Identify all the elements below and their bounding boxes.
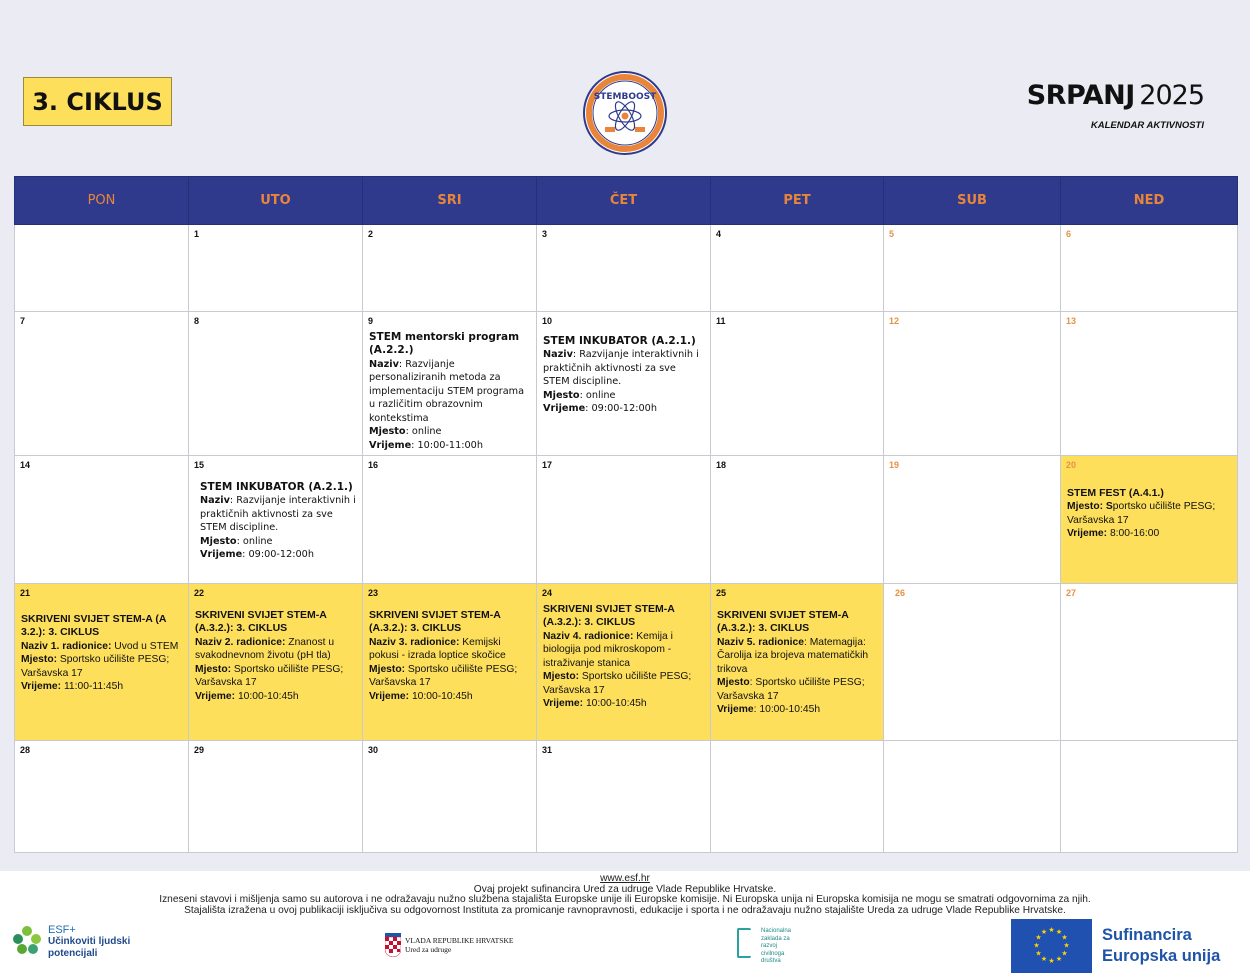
eu-text: Europska unija bbox=[1102, 947, 1221, 965]
day-number: 26 bbox=[895, 588, 906, 598]
event-label: Vrijeme: bbox=[543, 698, 584, 709]
calendar-subtitle: KALENDAR AKTIVNOSTI bbox=[1090, 120, 1204, 131]
day-number: 6 bbox=[1066, 229, 1072, 239]
event-location: Sportsko učilište PESG; Varšavska 17 bbox=[195, 663, 344, 688]
svg-text:★: ★ bbox=[1033, 941, 1040, 950]
calendar-cell-empty bbox=[884, 741, 1061, 853]
bracket-icon bbox=[737, 928, 751, 958]
event-description: Znanost u svakodnevnom životu (pH tla) bbox=[195, 636, 335, 661]
calendar-cell[interactable] bbox=[1061, 312, 1238, 456]
calendar-cell[interactable] bbox=[711, 312, 884, 456]
calendar-cell[interactable] bbox=[711, 225, 884, 312]
event-label: Vrijeme bbox=[200, 549, 243, 560]
svg-text:★: ★ bbox=[1055, 955, 1063, 963]
event-label: Mjesto bbox=[369, 426, 406, 437]
nzrcd-text: Nacionalna bbox=[761, 928, 792, 934]
event-time: 10:00-10:45h bbox=[235, 690, 299, 702]
svg-text:★: ★ bbox=[1061, 933, 1068, 942]
event-description: : Razvijanje interaktivnih i praktičnih aktivnosti za sve STEM discipline. bbox=[543, 349, 699, 387]
weekday-header: UTO bbox=[189, 177, 363, 225]
calendar-cell[interactable] bbox=[884, 312, 1061, 456]
event-location: : Sportsko učilište PESG; Varšavska 17 bbox=[717, 677, 865, 702]
calendar-cell[interactable] bbox=[363, 312, 537, 456]
calendar-cell[interactable] bbox=[15, 741, 189, 853]
nzrcd-text: društva bbox=[761, 958, 781, 964]
event-location: Sportsko učilište PESG; Varšavska 17 bbox=[21, 654, 170, 679]
month-name: SRPANJ bbox=[1026, 80, 1135, 111]
svg-text:★: ★ bbox=[1035, 933, 1042, 942]
vlada-text: VLADA REPUBLIKE HRVATSKE bbox=[405, 936, 514, 945]
event-location: portsko učilište PESG; Varšavska 17 bbox=[1067, 501, 1216, 526]
day-number: 10 bbox=[542, 316, 553, 326]
event-description: : Razvijanje personaliziranih metoda za implementaciju STEM programa u različitim obrazovnim kontekstima bbox=[369, 358, 525, 424]
calendar-cell[interactable] bbox=[189, 312, 363, 456]
event-card[interactable] bbox=[1066, 487, 1232, 541]
day-number: 13 bbox=[1066, 316, 1077, 326]
day-number: 3 bbox=[542, 229, 548, 239]
calendar-cell-highlighted[interactable] bbox=[711, 584, 884, 741]
calendar-cell-empty bbox=[1061, 741, 1238, 853]
event-time: : 10:00-10:45h bbox=[753, 704, 821, 715]
event-card[interactable] bbox=[542, 603, 705, 711]
day-number: 21 bbox=[20, 588, 31, 598]
croatian-shield-icon bbox=[385, 933, 401, 957]
event-description: : Matemagija: Čarolija iza brojeva matematičkih trikova bbox=[717, 636, 869, 675]
calendar-cell[interactable] bbox=[884, 584, 1061, 741]
vlada-logo bbox=[385, 933, 513, 957]
calendar-grid bbox=[14, 176, 1238, 853]
weekday-header: NED bbox=[1061, 177, 1238, 225]
calendar-cell-empty bbox=[711, 741, 884, 853]
calendar-cell[interactable] bbox=[15, 312, 189, 456]
event-title: STEM FEST (A.4.1.) bbox=[1067, 486, 1164, 499]
day-number: 19 bbox=[889, 460, 900, 470]
event-description: Kemijski pokusi - izrada loptice skočice bbox=[369, 636, 506, 661]
day-number: 2 bbox=[368, 229, 374, 239]
event-time: : 09:00-12:00h bbox=[242, 549, 314, 560]
cycle-badge: 3. CIKLUS bbox=[23, 77, 172, 126]
day-number: 15 bbox=[194, 460, 205, 470]
calendar-cell-highlighted[interactable] bbox=[363, 584, 537, 741]
event-title: SKRIVENI SVIJET STEM-A (A.3.2.): 3. CIKLUS bbox=[369, 608, 501, 634]
day-number: 8 bbox=[194, 316, 200, 326]
day-number: 11 bbox=[716, 316, 726, 326]
weekday-header: ČET bbox=[537, 177, 711, 225]
stemboost-logo bbox=[583, 71, 667, 155]
nzrcd-text: zaklada za bbox=[761, 935, 790, 942]
event-title: STEM INKUBATOR (A.2.1.) bbox=[200, 480, 353, 493]
event-title: SKRIVENI SVIJET STEM-A (A 3.2.): 3. CIKLUS bbox=[21, 612, 167, 638]
event-title: SKRIVENI SVIJET STEM-A (A.3.2.): 3. CIKLUS bbox=[195, 608, 327, 634]
esf-flower-icon bbox=[12, 924, 42, 960]
event-time: 10:00-10:45h bbox=[583, 698, 647, 709]
day-number: 28 bbox=[20, 745, 31, 755]
eu-logo bbox=[1011, 919, 1220, 973]
calendar-cell[interactable] bbox=[884, 225, 1061, 312]
event-label: Naziv 4. radionice: bbox=[543, 630, 634, 642]
event-location: : online bbox=[579, 389, 616, 401]
calendar-cell[interactable] bbox=[884, 456, 1061, 584]
calendar-cell-highlighted[interactable] bbox=[1061, 456, 1238, 584]
event-label: Vrijeme: bbox=[1067, 528, 1108, 539]
day-number: 31 bbox=[542, 745, 553, 755]
eu-text: Sufinancira bbox=[1102, 926, 1192, 944]
calendar-cell[interactable] bbox=[15, 456, 189, 584]
calendar-cell[interactable] bbox=[363, 225, 537, 312]
day-number: 12 bbox=[889, 316, 900, 326]
day-number: 1 bbox=[194, 229, 200, 239]
calendar-cell-highlighted[interactable] bbox=[189, 584, 363, 741]
event-label: Vrijeme: bbox=[195, 690, 236, 702]
svg-text:★: ★ bbox=[1048, 957, 1055, 965]
event-card[interactable] bbox=[194, 609, 357, 704]
event-label: Naziv bbox=[543, 349, 573, 360]
event-card[interactable] bbox=[194, 481, 357, 562]
event-label: Naziv bbox=[369, 358, 399, 370]
event-card[interactable] bbox=[368, 331, 531, 453]
day-number: 18 bbox=[716, 460, 727, 470]
day-number: 29 bbox=[194, 745, 205, 755]
weekday-header: PON bbox=[15, 177, 189, 225]
day-number: 22 bbox=[194, 588, 205, 598]
logo-text: STEMBOOST bbox=[593, 92, 657, 102]
calendar-cell[interactable] bbox=[537, 456, 711, 584]
footer bbox=[0, 871, 1250, 976]
calendar-cell-empty bbox=[15, 225, 189, 312]
event-location: Sportsko učilište PESG; Varšavska 17 bbox=[543, 671, 692, 696]
day-number: 17 bbox=[542, 460, 553, 470]
calendar-cell[interactable] bbox=[189, 225, 363, 312]
event-title: STEM INKUBATOR (A.2.1.) bbox=[543, 334, 696, 347]
calendar-cell[interactable] bbox=[189, 456, 363, 584]
day-number: 27 bbox=[1066, 588, 1077, 598]
event-label: Naziv 1. radionice: bbox=[21, 640, 112, 652]
event-time: : 10:00-11:00h bbox=[411, 439, 483, 451]
event-card[interactable] bbox=[716, 609, 878, 717]
svg-text:★: ★ bbox=[1055, 928, 1063, 936]
day-number: 4 bbox=[716, 229, 722, 239]
event-label: Naziv 5. radionice bbox=[717, 636, 804, 648]
event-label: Vrijeme bbox=[717, 704, 754, 715]
event-card[interactable] bbox=[368, 609, 531, 704]
event-card[interactable] bbox=[542, 335, 705, 416]
event-location: : online bbox=[405, 426, 442, 437]
svg-text:★: ★ bbox=[1035, 949, 1042, 958]
event-time: : 09:00-12:00h bbox=[585, 403, 657, 414]
calendar-cell[interactable] bbox=[537, 225, 711, 312]
day-number: 9 bbox=[368, 316, 374, 326]
svg-text:★: ★ bbox=[1040, 928, 1048, 936]
esf-link[interactable]: www.esf.hr bbox=[600, 873, 650, 884]
calendar-cell[interactable] bbox=[711, 456, 884, 584]
calendar-cell[interactable] bbox=[189, 741, 363, 853]
esf-logo bbox=[12, 924, 130, 960]
event-label: Naziv 2. radionice: bbox=[195, 636, 286, 648]
calendar-cell-highlighted[interactable] bbox=[537, 584, 711, 741]
nzrcd-logo bbox=[737, 928, 791, 966]
esf-text: potencijali bbox=[48, 947, 98, 959]
footer-disclaimer bbox=[0, 871, 1250, 916]
esf-heading: ESF+ bbox=[48, 923, 76, 936]
day-number: 30 bbox=[368, 745, 379, 755]
event-label: Mjesto: bbox=[369, 663, 406, 675]
event-label: Vrijeme bbox=[369, 439, 412, 451]
day-number: 25 bbox=[716, 588, 727, 598]
calendar-cell[interactable] bbox=[363, 741, 537, 853]
month-year: 2025 bbox=[1139, 80, 1204, 111]
event-time: 8:00-16:00 bbox=[1107, 528, 1160, 539]
day-number: 5 bbox=[889, 229, 895, 239]
event-title: STEM mentorski program (A.2.2.) bbox=[369, 330, 520, 356]
event-label: Mjesto: bbox=[21, 654, 58, 665]
event-description: : Razvijanje interaktivnih i praktičnih aktivnosti za sve STEM discipline. bbox=[200, 495, 356, 533]
event-label: Vrijeme: bbox=[369, 690, 410, 702]
svg-text:★: ★ bbox=[1061, 949, 1068, 958]
nzrcd-text: razvoj bbox=[761, 943, 778, 949]
event-label: Vrijeme bbox=[543, 403, 586, 414]
footer-line: Stajališta izražena u ovoj publikaciji isključiva su odgovornost Instituta za promicanje ravnopravnosti, edukacije i sporta i ne odražavaju nužno stajalište Ureda za udruge Vlade Republike Hrvatske. bbox=[184, 904, 1066, 916]
event-label: Mjesto bbox=[717, 677, 750, 688]
weekday-header: SUB bbox=[884, 177, 1061, 225]
event-title: SKRIVENI SVIJET STEM-A (A.3.2.): 3. CIKLUS bbox=[543, 602, 675, 628]
calendar-cell-highlighted[interactable] bbox=[15, 584, 189, 741]
weekday-header: PET bbox=[711, 177, 884, 225]
calendar-cell[interactable] bbox=[1061, 225, 1238, 312]
day-number: 24 bbox=[542, 588, 553, 598]
event-label: Mjesto: bbox=[543, 671, 580, 682]
event-label: Mjesto bbox=[200, 535, 237, 547]
day-number: 16 bbox=[368, 460, 379, 470]
calendar-cell[interactable] bbox=[1061, 584, 1238, 741]
calendar-cell[interactable] bbox=[537, 312, 711, 456]
footer-line: Izneseni stavovi i mišljenja samo su autorova i ne odražavaju nužno službena stajališta Europske unije ili Europske komisije. Ni Europska unija ni Europska komisija ne mogu se smatrati odgovornima za njih. bbox=[159, 894, 1091, 905]
calendar-cell[interactable] bbox=[537, 741, 711, 853]
event-label: Mjesto: S bbox=[1067, 501, 1113, 512]
event-description: Kemija i biologija pod mikroskopom - istraživanje stanica bbox=[543, 630, 673, 669]
event-label: Naziv bbox=[200, 495, 230, 506]
day-number: 14 bbox=[20, 460, 31, 470]
svg-text:★: ★ bbox=[1063, 941, 1070, 950]
calendar-cell[interactable] bbox=[363, 456, 537, 584]
event-card[interactable] bbox=[20, 613, 183, 694]
event-location: Sportsko učilište PESG; Varšavska 17 bbox=[369, 663, 518, 688]
event-label: Naziv 3. radionice: bbox=[369, 636, 460, 648]
month-title bbox=[1027, 80, 1204, 111]
footer-line: Ovaj projekt sufinancira Ured za udruge Vlade Republike Hrvatske. bbox=[473, 883, 777, 895]
nzrcd-text: civilnoga bbox=[761, 950, 785, 957]
esf-text: Učinkoviti ljudski bbox=[48, 936, 131, 948]
event-title: SKRIVENI SVIJET STEM-A (A.3.2.): 3. CIKLUS bbox=[717, 608, 849, 634]
event-label: Mjesto bbox=[543, 389, 580, 401]
eu-flag-icon bbox=[1011, 919, 1092, 973]
svg-text:★: ★ bbox=[1048, 926, 1055, 934]
day-number: 23 bbox=[368, 588, 379, 598]
event-label: Mjesto: bbox=[195, 663, 232, 675]
event-time: 11:00-11:45h bbox=[61, 681, 124, 692]
event-location: : online bbox=[236, 535, 273, 547]
day-number: 7 bbox=[20, 316, 26, 326]
event-time: 10:00-10:45h bbox=[409, 690, 473, 702]
day-number: 20 bbox=[1066, 460, 1077, 470]
vlada-text: Ured za udruge bbox=[405, 945, 452, 954]
weekday-header: SRI bbox=[363, 177, 537, 225]
svg-text:★: ★ bbox=[1040, 955, 1048, 963]
event-label: Vrijeme: bbox=[21, 681, 62, 692]
event-description: Uvod u STEM bbox=[111, 640, 179, 652]
